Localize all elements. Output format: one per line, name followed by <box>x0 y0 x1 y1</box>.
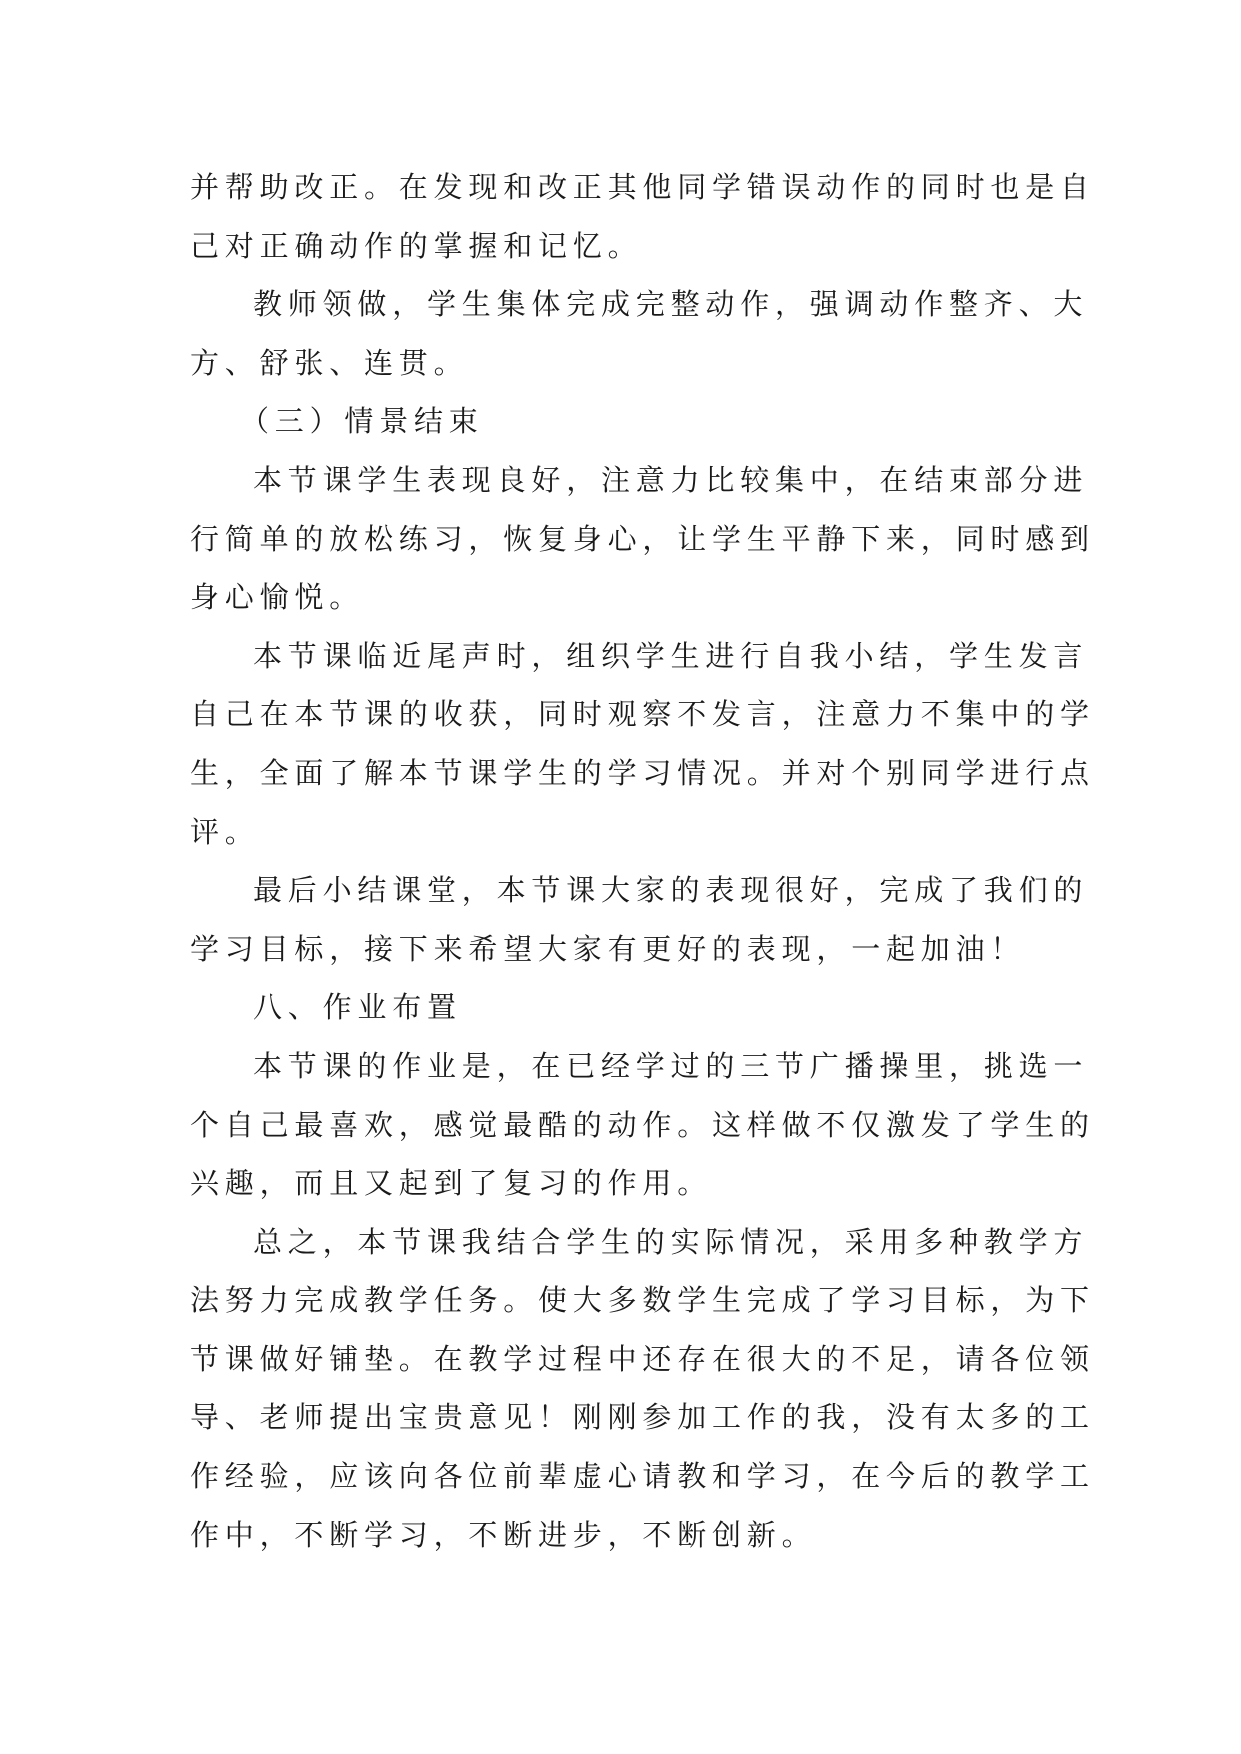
text-line: 教师领做，学生集体完成完整动作，强调动作整齐、大 <box>253 287 1089 322</box>
text-line: 本节课学生表现良好，注意力比较集中，在结束部分进 <box>253 462 1089 497</box>
text-line: 学习目标，接下来希望大家有更好的表现，一起加油！ <box>190 931 1026 966</box>
text-line: 本节课的作业是，在已经学过的三节广播操里，挑选一 <box>253 1048 1089 1083</box>
text-line: 导、老师提出宝贵意见！刚刚参加工作的我，没有太多的工 <box>190 1400 1095 1435</box>
text-line: 并帮助改正。在发现和改正其他同学错误动作的同时也是自 <box>190 170 1095 204</box>
section-heading-line: （三）情景结束 <box>240 404 484 439</box>
text-line: 本节课临近尾声时，组织学生进行自我小结，学生发言 <box>253 638 1089 673</box>
text-line: 节课做好铺垫。在教学过程中还存在很大的不足，请各位领 <box>190 1341 1095 1376</box>
text-line: 兴趣，而且又起到了复习的作用。 <box>190 1166 713 1201</box>
text-line: 方、舒张、连贯。 <box>190 345 469 380</box>
text-line: 总之，本节课我结合学生的实际情况，采用多种教学方 <box>253 1224 1089 1259</box>
text-line: 己对正确动作的掌握和记忆。 <box>190 228 643 263</box>
text-line: 个自己最喜欢，感觉最酷的动作。这样做不仅激发了学生的 <box>190 1107 1095 1142</box>
text-line: 行简单的放松练习，恢复身心，让学生平静下来，同时感到 <box>190 521 1095 556</box>
text-line: 法努力完成教学任务。使大多数学生完成了学习目标，为下 <box>190 1283 1095 1318</box>
text-line: 评。 <box>190 814 260 849</box>
text-line: 身心愉悦。 <box>190 580 365 615</box>
text-line: 最后小结课堂，本节课大家的表现很好，完成了我们的 <box>253 873 1089 908</box>
text-line: 八、作业布置 <box>253 990 462 1025</box>
text-line: 自己在本节课的收获，同时观察不发言，注意力不集中的学 <box>190 697 1095 732</box>
text-line: 作中，不断学习，不断进步，不断创新。 <box>190 1517 817 1552</box>
document-body <box>190 158 1095 1564</box>
text-line: 作经验，应该向各位前辈虚心请教和学习，在今后的教学工 <box>190 1459 1095 1494</box>
text-line: 生，全面了解本节课学生的学习情况。并对个别同学进行点 <box>190 755 1095 790</box>
